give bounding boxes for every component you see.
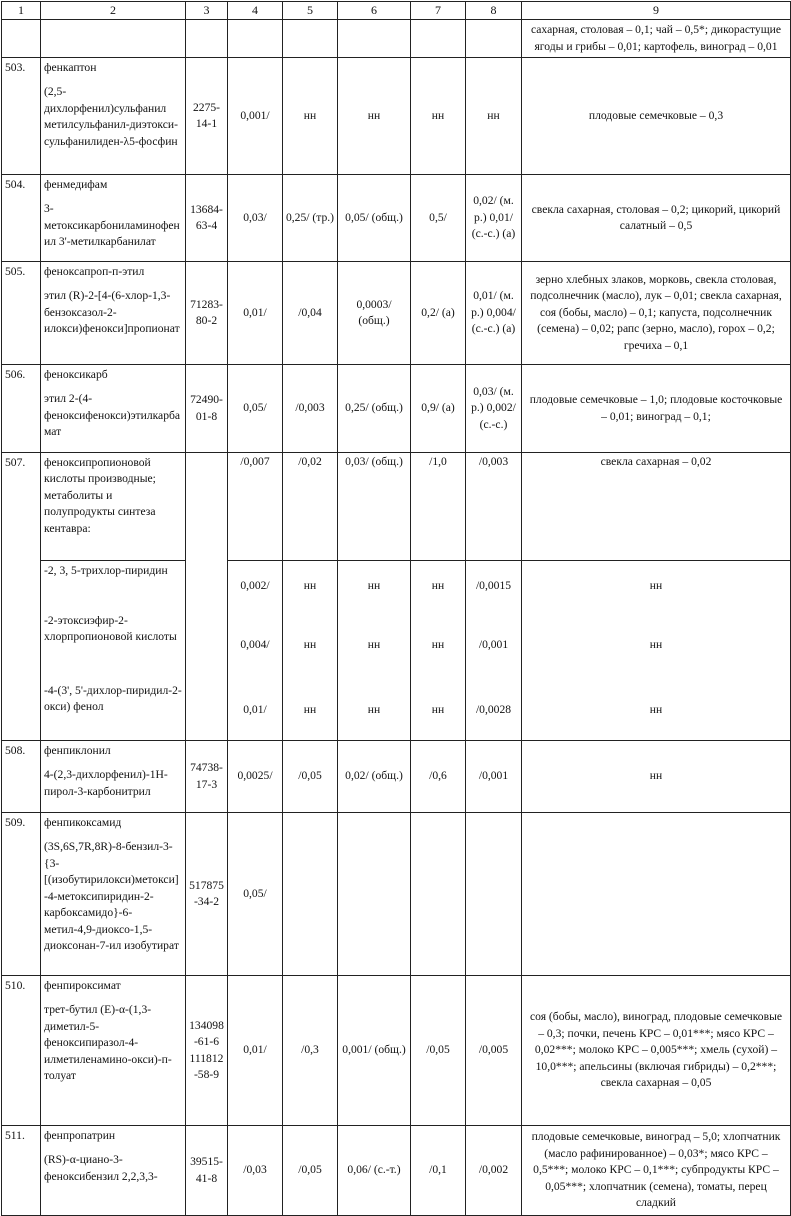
substance-name: феноксапроп-п-этил bbox=[44, 265, 145, 279]
value-col6 bbox=[338, 813, 411, 976]
residue-limits: плодовые семечковые – 1,0; плодовые косточковые – 0,01; виноград – 0,1; bbox=[522, 365, 791, 453]
value-col8: 0,03/ (м. р.) 0,002/ (с.-с.) bbox=[466, 365, 522, 453]
cas-number: 71283-80-2 bbox=[186, 262, 228, 365]
cas-number: 134098-61-6 111812-58-9 bbox=[186, 976, 228, 1126]
substance-cell bbox=[41, 813, 186, 976]
substance-name: феноксикарб bbox=[44, 368, 108, 382]
value-col8 bbox=[466, 813, 522, 976]
substance-cell bbox=[41, 365, 186, 453]
residue-limits bbox=[522, 813, 791, 976]
value-col4: 0,05/ bbox=[228, 813, 283, 976]
residue-limits: свекла сахарная, столовая – 0,2; цикорий, цикорий салатный – 0,5 bbox=[522, 175, 791, 262]
substance-name: фенпикоксамид bbox=[44, 816, 122, 830]
chemical-name: (RS)-α-циано-3-феноксибензил 2,2,3,3- bbox=[44, 1153, 158, 1183]
value-col8: /0,001 bbox=[466, 611, 522, 681]
substance-cell bbox=[41, 262, 186, 365]
substance-cell bbox=[41, 976, 186, 1126]
substance-name: -2, 3, 5-трихлор-пиридин bbox=[41, 561, 186, 611]
row-number: 504. bbox=[2, 175, 41, 262]
chemical-name: (2,5-дихлорфенил)сульфанил метилсульфанил-диэтокси-сульфанилиден-λ5-фосфин bbox=[44, 85, 178, 148]
residue-limits: сахарная, столовая – 0,1; чай – 0,5*; дикорастущие ягоды и грибы – 0,01; картофель, виноград – 0,01 bbox=[522, 20, 791, 58]
value-col5: /0,003 bbox=[283, 365, 338, 453]
value-col7 bbox=[411, 813, 466, 976]
value-col8: /0,0028 bbox=[466, 681, 522, 741]
header-cell: 7 bbox=[411, 2, 466, 20]
header-cell: 1 bbox=[2, 2, 41, 20]
value-col6: 0,02/ (общ.) bbox=[338, 741, 411, 813]
row-number: 511. bbox=[2, 1126, 41, 1216]
table-subrow bbox=[2, 611, 791, 681]
continuation-row bbox=[2, 20, 791, 58]
value-col5 bbox=[283, 813, 338, 976]
table-row bbox=[2, 175, 791, 262]
value-col8: /0,002 bbox=[466, 1126, 522, 1216]
substance-name: фенмедифам bbox=[44, 178, 108, 192]
value-col7: /0,05 bbox=[411, 976, 466, 1126]
substance-cell bbox=[41, 741, 186, 813]
value-col4: 0,01/ bbox=[228, 681, 283, 741]
table-subrow bbox=[2, 681, 791, 741]
residue-limits: плодовые семечковые, виноград – 5,0; хлопчатник (масло рафинированное) – 0,03*; мясо КРС – 0,5***; молоко КРС – 0,1***; субпродукты КРС – 0,05***; хлопчатник (семена), томаты, перец сладкий bbox=[522, 1126, 791, 1216]
value-col4: 0,05/ bbox=[228, 365, 283, 453]
substance-name: феноксипропионовой кислоты производные; метаболиты и полупродукты синтеза кентавра: bbox=[41, 453, 186, 561]
value-col6: 0,03/ (общ.) bbox=[338, 453, 411, 561]
substance-name: фенпропатрин bbox=[44, 1129, 116, 1143]
residue-limits: нн bbox=[522, 561, 791, 611]
chemical-name: трет-бутил (Е)-α-(1,3-диметил-5-феноксипиразол-4-илметиленамино-окси)-п-толуат bbox=[44, 1003, 172, 1083]
value-col8: 0,01/ (м. р.) 0,004/ (с.-с.) (а) bbox=[466, 262, 522, 365]
value-col7: нн bbox=[411, 681, 466, 741]
value-col7: /1,0 bbox=[411, 453, 466, 561]
value-col6: 0,06/ (с.-т.) bbox=[338, 1126, 411, 1216]
table-row bbox=[2, 1126, 791, 1216]
chemical-name: (3S,6S,7R,8R)-8-бензил-3-{3-[(изобутирилокси)метокси]-4-метоксипиридин-2-карбоксамидо}-6-метил-4,9-диоксо-1,5-диоксонан-7-ил изобутират bbox=[44, 840, 179, 953]
substance-cell bbox=[41, 58, 186, 175]
substance-name: фенпироксимат bbox=[44, 979, 121, 993]
value-col5: нн bbox=[283, 58, 338, 175]
row-number: 503. bbox=[2, 58, 41, 175]
residue-limits: нн bbox=[522, 681, 791, 741]
value-col8: /0,001 bbox=[466, 741, 522, 813]
value-col4: 0,0025/ bbox=[228, 741, 283, 813]
value-col5: нн bbox=[283, 681, 338, 741]
residue-limits: нн bbox=[522, 611, 791, 681]
row-number: 510. bbox=[2, 976, 41, 1126]
value-col8: /0,003 bbox=[466, 453, 522, 561]
value-col5: /0,05 bbox=[283, 1126, 338, 1216]
value-col8: /0,005 bbox=[466, 976, 522, 1126]
value-col6: 0,05/ (общ.) bbox=[338, 175, 411, 262]
residue-limits: свекла сахарная – 0,02 bbox=[522, 453, 791, 561]
header-cell: 6 bbox=[338, 2, 411, 20]
value-col6: 0,0003/ (общ.) bbox=[338, 262, 411, 365]
value-col4: 0,03/ bbox=[228, 175, 283, 262]
value-col7: нн bbox=[411, 58, 466, 175]
chemical-name: 4-(2,3-дихлорфенил)-1Н-пирол-3-карбонитрил bbox=[44, 768, 168, 798]
value-col6: 0,001/ (общ.) bbox=[338, 976, 411, 1126]
value-col6: нн bbox=[338, 681, 411, 741]
value-col4: 0,01/ bbox=[228, 262, 283, 365]
table-row bbox=[2, 262, 791, 365]
residue-limits: соя (бобы, масло), виноград, плодовые семечковые – 0,3; почки, печень КРС – 0,01***; мясо КРС – 0,02***; молоко КРС – 0,005***; хмель (сухой) – 10,0***; апельсины (включая гибриды) – 0,2***; свекла сахарная – 0,05 bbox=[522, 976, 791, 1126]
value-col8: /0,0015 bbox=[466, 561, 522, 611]
chemical-name: 3-метоксикарбониламинофенил 3'-метилкарбанилат bbox=[44, 202, 180, 249]
cas-number: 39515-41-8 bbox=[186, 1126, 228, 1216]
residue-limits: плодовые семечковые – 0,3 bbox=[522, 58, 791, 175]
value-col6: нн bbox=[338, 611, 411, 681]
row-number: 509. bbox=[2, 813, 41, 976]
value-col7: 0,5/ bbox=[411, 175, 466, 262]
value-col5: /0,05 bbox=[283, 741, 338, 813]
substance-name: -4-(3', 5'-дихлор-пиридил-2-окси) фенол bbox=[41, 681, 186, 741]
row-number: 508. bbox=[2, 741, 41, 813]
header-cell: 4 bbox=[228, 2, 283, 20]
value-col7: /0,6 bbox=[411, 741, 466, 813]
row-number: 505. bbox=[2, 262, 41, 365]
value-col6: нн bbox=[338, 58, 411, 175]
chemical-name: этил (R)-2-[4-(6-хлор-1,3-бензоксазол-2-илокси)фенокси]пропионат bbox=[44, 289, 180, 336]
residue-limits: зерно хлебных злаков, морковь, свекла столовая, подсолнечник (масло), лук – 0,01; свекла сахарная, соя (бобы, масло) – 0,1; капуста, подсолнечник (семена) – 0,02; рапс (зерно, масло), горох – 0,2; гречиха – 0,1 bbox=[522, 262, 791, 365]
cas-number: 2275-14-1 bbox=[186, 58, 228, 175]
value-col8: 0,02/ (м. р.) 0,01/ (с.-с.) (а) bbox=[466, 175, 522, 262]
value-col7: нн bbox=[411, 561, 466, 611]
value-col7: 0,9/ (а) bbox=[411, 365, 466, 453]
substance-cell bbox=[41, 175, 186, 262]
cas-number: 72490-01-8 bbox=[186, 365, 228, 453]
substance-name: фенпиклонил bbox=[44, 744, 111, 758]
table-row bbox=[2, 58, 791, 175]
cas-number: 517875-34-2 bbox=[186, 813, 228, 976]
header-cell: 2 bbox=[41, 2, 186, 20]
substance-cell bbox=[41, 1126, 186, 1216]
value-col5: 0,25/ (тр.) bbox=[283, 175, 338, 262]
residue-limits: нн bbox=[522, 741, 791, 813]
value-col4: /0,03 bbox=[228, 1126, 283, 1216]
table-row bbox=[2, 365, 791, 453]
value-col5: /0,02 bbox=[283, 453, 338, 561]
value-col6: нн bbox=[338, 561, 411, 611]
table-row bbox=[2, 453, 791, 561]
regulation-table bbox=[1, 1, 791, 1216]
header-cell: 5 bbox=[283, 2, 338, 20]
table-row bbox=[2, 813, 791, 976]
cas-number: 74738-17-3 bbox=[186, 741, 228, 813]
value-col7: /0,1 bbox=[411, 1126, 466, 1216]
value-col5: /0,3 bbox=[283, 976, 338, 1126]
value-col5: нн bbox=[283, 561, 338, 611]
value-col7: нн bbox=[411, 611, 466, 681]
value-col7: 0,2/ (а) bbox=[411, 262, 466, 365]
table-subrow bbox=[2, 561, 791, 611]
value-col4: 0,004/ bbox=[228, 611, 283, 681]
row-number: 506. bbox=[2, 365, 41, 453]
value-col5: нн bbox=[283, 611, 338, 681]
cas-number: 13684-63-4 bbox=[186, 175, 228, 262]
substance-name: -2-этоксиэфир-2-хлорпропионовой кислоты bbox=[41, 611, 186, 681]
header-cell: 3 bbox=[186, 2, 228, 20]
table-row bbox=[2, 976, 791, 1126]
value-col8: нн bbox=[466, 58, 522, 175]
value-col4: 0,01/ bbox=[228, 976, 283, 1126]
table-row bbox=[2, 741, 791, 813]
header-cell: 9 bbox=[522, 2, 791, 20]
chemical-name: этил 2-(4-феноксифенокси)этилкарбамат bbox=[44, 392, 181, 439]
substance-name: фенкаптон bbox=[44, 61, 97, 75]
header-cell: 8 bbox=[466, 2, 522, 20]
row-number: 507. bbox=[2, 453, 41, 741]
value-col4: 0,002/ bbox=[228, 561, 283, 611]
value-col6: 0,25/ (общ.) bbox=[338, 365, 411, 453]
value-col4: 0,001/ bbox=[228, 58, 283, 175]
header-row bbox=[2, 2, 791, 20]
value-col5: /0,04 bbox=[283, 262, 338, 365]
value-col4: /0,007 bbox=[228, 453, 283, 561]
